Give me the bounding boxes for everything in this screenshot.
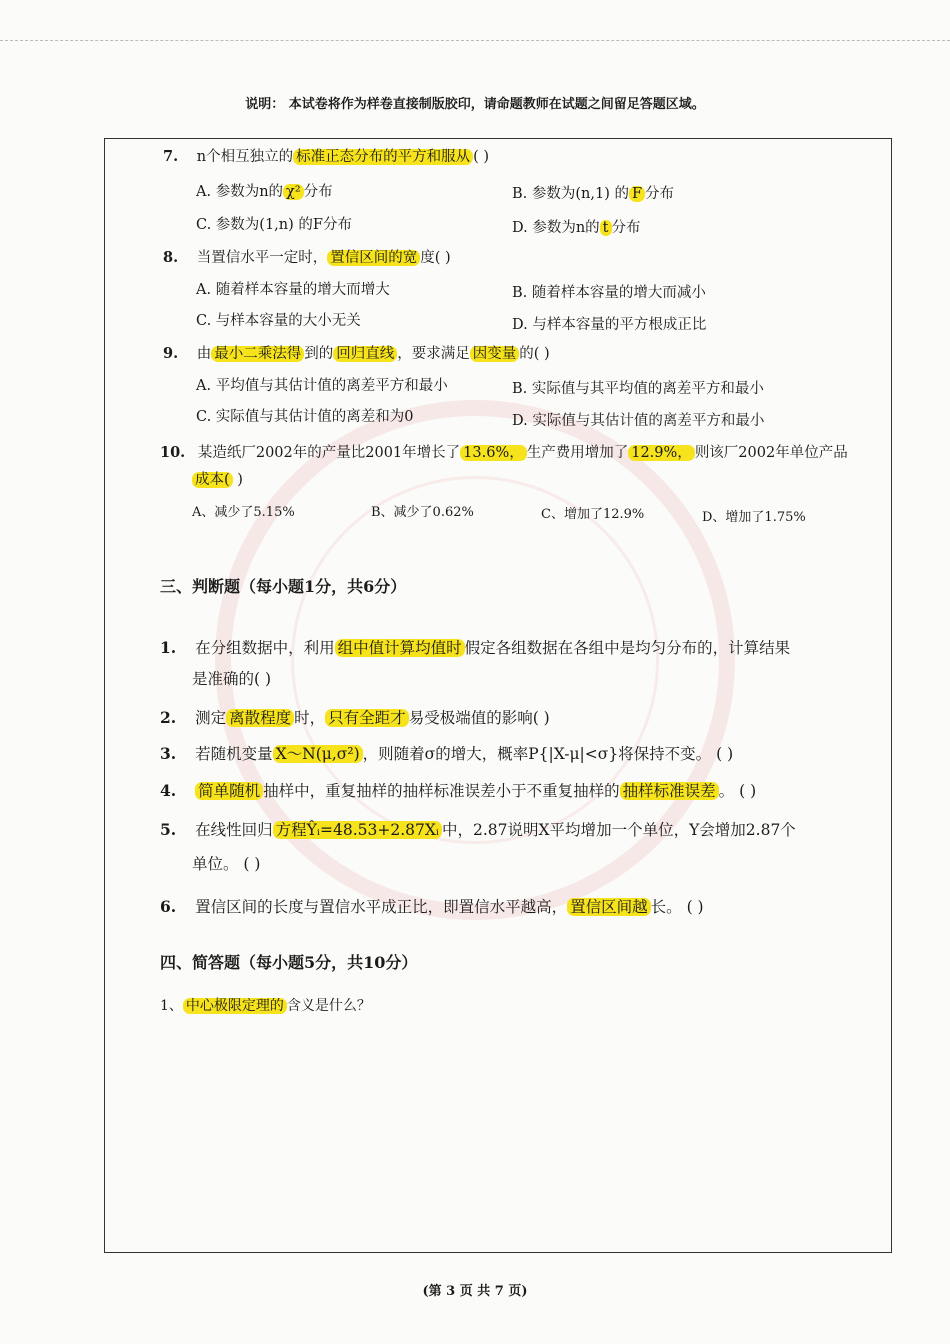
question-10: 10. 某造纸厂2002年的产量比2001年增长了 13.6%， 生产费用增加了 12.9%， 则该厂2002年单位产品	[160, 444, 848, 461]
question-7: 7. n个相互独立的 标准正态分布的平方和服从 ( )	[163, 148, 490, 165]
top-cut-line	[0, 40, 950, 41]
tf-question-1: 1. 在分组数据中，利用 组中值计算均值时 假定各组数据在各组中是均匀分布的，计算结果	[160, 638, 791, 657]
q8-option-b: B. 随着样本容量的增大而减小	[512, 285, 706, 301]
tf-question-2: 2. 测定 离散程度 时， 只有全距才 易受极端值的影响( )	[160, 708, 550, 727]
sa-question-1: 1、 中心极限定理的 含义是什么？	[160, 998, 371, 1014]
answer-frame	[104, 138, 892, 1253]
q7-option-d: D. 参数为n的 t 分布	[512, 220, 641, 236]
header-note: 说明： 本试卷将作为样卷直接制版胶印，请命题教师在试题之间留足答题区域。	[245, 97, 705, 112]
q10-option-d: D、增加了1.75%	[702, 510, 806, 525]
q10-option-b: B、减少了0.62%	[371, 505, 474, 520]
q7-option-c: C. 参数为(1,n) 的F分布	[196, 217, 352, 233]
q9-option-d: D. 实际值与其估计值的离差平方和最小	[512, 413, 765, 429]
tf-question-3: 3. 若随机变量 X～N(μ,σ²) ，则随着σ的增大，概率P{|X-μ|<σ}将保持不变。 ( )	[160, 744, 734, 763]
q10-option-c: C、增加了12.9%	[541, 507, 645, 522]
section-3-header: 三、判断题（每小题1分，共6分）	[160, 577, 407, 596]
question-10-line2: 成本( )	[192, 468, 243, 489]
tf-question-5: 5. 在线性回归 方程Ŷᵢ=48.53+2.87Xᵢ 中，2.87说明X平均增加一个单位，Y会增加2.87个	[160, 820, 796, 839]
tf-question-5-line2: 单位。 ( )	[192, 855, 261, 873]
page-footer: (第 3 页 共 7 页)	[422, 1284, 528, 1299]
question-9: 9. 由 最小二乘法得 到的 回归直线 ，要求满足 因变量 的( )	[163, 345, 550, 362]
q9-option-a: A. 平均值与其估计值的离差平方和最小	[196, 378, 448, 394]
section-4-header: 四、简答题（每小题5分，共10分）	[160, 953, 418, 972]
question-8: 8. 当置信水平一定时， 置信区间的宽 度( )	[163, 249, 451, 266]
q8-option-a: A. 随着样本容量的增大而增大	[196, 282, 390, 298]
tf-question-4: 4. 简单随机 抽样中，重复抽样的抽样标准误差小于不重复抽样的 抽样标准误差 。 ( )	[160, 781, 757, 800]
tf-question-1-line2: 是准确的( )	[192, 670, 272, 688]
q7-option-a: A. 参数为n的 χ² 分布	[196, 184, 333, 200]
q8-option-d: D. 与样本容量的平方根成正比	[512, 317, 707, 333]
q9-option-b: B. 实际值与其平均值的离差平方和最小	[512, 381, 764, 397]
tf-question-6: 6. 置信区间的长度与置信水平成正比，即置信水平越高， 置信区间越 长。 ( )	[160, 897, 704, 916]
q10-option-a: A、减少了5.15%	[192, 505, 295, 520]
q9-option-c: C. 实际值与其估计值的离差和为0	[196, 409, 414, 425]
q7-option-b: B. 参数为(n,1) 的 F 分布	[512, 186, 675, 202]
q8-option-c: C. 与样本容量的大小无关	[196, 313, 361, 329]
